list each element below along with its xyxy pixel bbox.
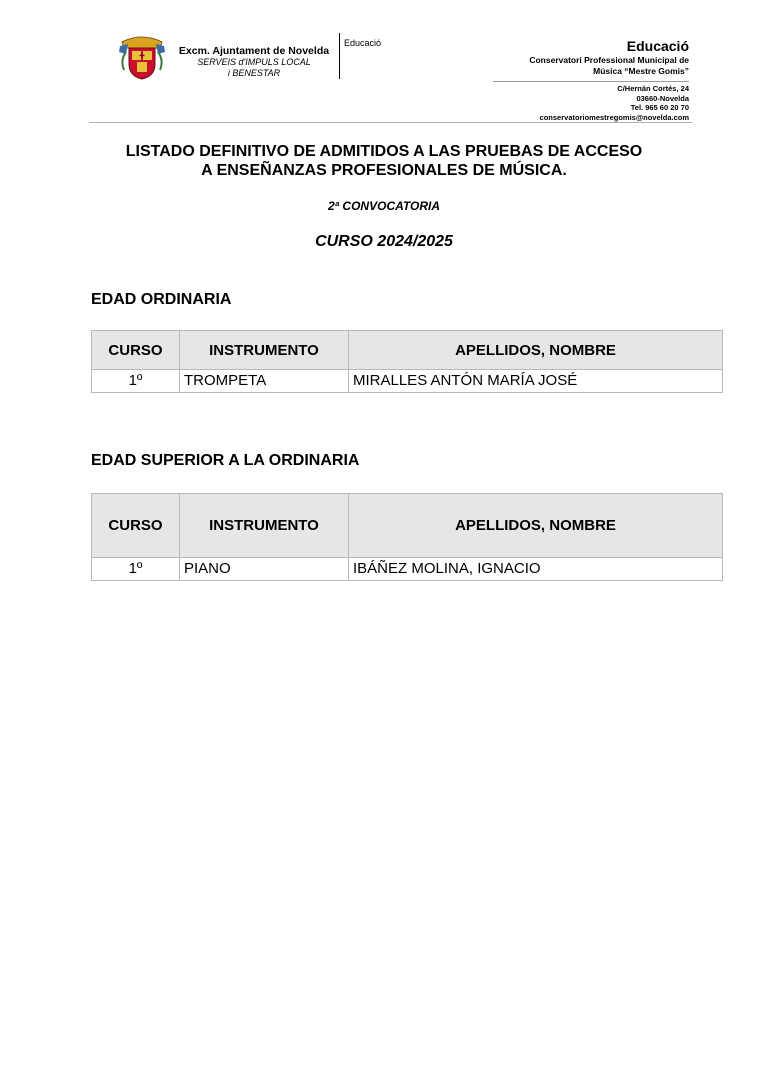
column-header-nombre: APELLIDOS, NOMBRE xyxy=(349,331,723,370)
table-header-row xyxy=(92,494,723,558)
conservatory-block xyxy=(529,38,689,77)
organization-department: SERVEIS d'IMPULS LOCAL xyxy=(197,57,311,67)
coat-of-arms-icon xyxy=(116,34,168,80)
academic-year: CURSO 2024/2025 xyxy=(315,233,453,250)
conservatory-name: Conservatori Professional Municipal de xyxy=(529,55,689,65)
convocatoria-label: 2ª CONVOCATORIA xyxy=(327,199,440,213)
cell-nombre: IBÁÑEZ MOLINA, IGNACIO xyxy=(349,558,723,581)
table-row xyxy=(92,558,723,581)
letterhead xyxy=(0,0,768,125)
cell-curso: 1º xyxy=(92,558,180,581)
header-divider xyxy=(339,33,340,79)
email: conservatoriomestregomis@novelda.com xyxy=(539,112,689,122)
contact-divider xyxy=(493,81,689,82)
header-separator xyxy=(89,122,692,123)
address: C/Hernán Cortés, 24 xyxy=(617,84,689,93)
table-header-row xyxy=(92,331,723,370)
column-header-instrumento: INSTRUMENTO xyxy=(180,331,349,370)
document-title-line2: A ENSEÑANZAS PROFESIONALES DE MÚSICA. xyxy=(201,162,567,179)
cell-nombre: MIRALLES ANTÓN MARÍA JOSÉ xyxy=(349,370,723,393)
column-header-curso: CURSO xyxy=(92,494,180,558)
organization-department-line2: i BENESTAR xyxy=(227,68,281,78)
document-title: LISTADO DEFINITIVO DE ADMITIDOS A LAS PRUEBAS DE ACCESO xyxy=(125,143,643,160)
admitted-table-ordinaria xyxy=(91,330,723,393)
phone: Tel. 965 60 20 70 xyxy=(630,103,689,112)
education-label-small: Educació xyxy=(344,38,382,48)
organization-name: Excm. Ajuntament de Novelda xyxy=(178,45,330,57)
cell-curso: 1º xyxy=(92,370,180,393)
contact-info xyxy=(540,84,689,122)
column-header-instrumento: INSTRUMENTO xyxy=(180,494,349,558)
section-title-edad-ordinaria: EDAD ORDINARIA xyxy=(91,291,232,308)
admitted-table-superior xyxy=(91,493,723,581)
postal-code: 03660-Novelda xyxy=(636,93,689,103)
column-header-curso: CURSO xyxy=(92,331,180,370)
organization-name-block xyxy=(178,45,330,79)
conservatory-name-line2: Música “Mestre Gomis” xyxy=(593,66,689,76)
column-header-nombre: APELLIDOS, NOMBRE xyxy=(349,494,723,558)
cell-instrumento: PIANO xyxy=(180,558,349,581)
education-label: Educació xyxy=(626,38,689,54)
cell-instrumento: TROMPETA xyxy=(180,370,349,393)
section-title-edad-superior: EDAD SUPERIOR A LA ORDINARIA xyxy=(91,452,360,469)
table-row xyxy=(92,370,723,393)
